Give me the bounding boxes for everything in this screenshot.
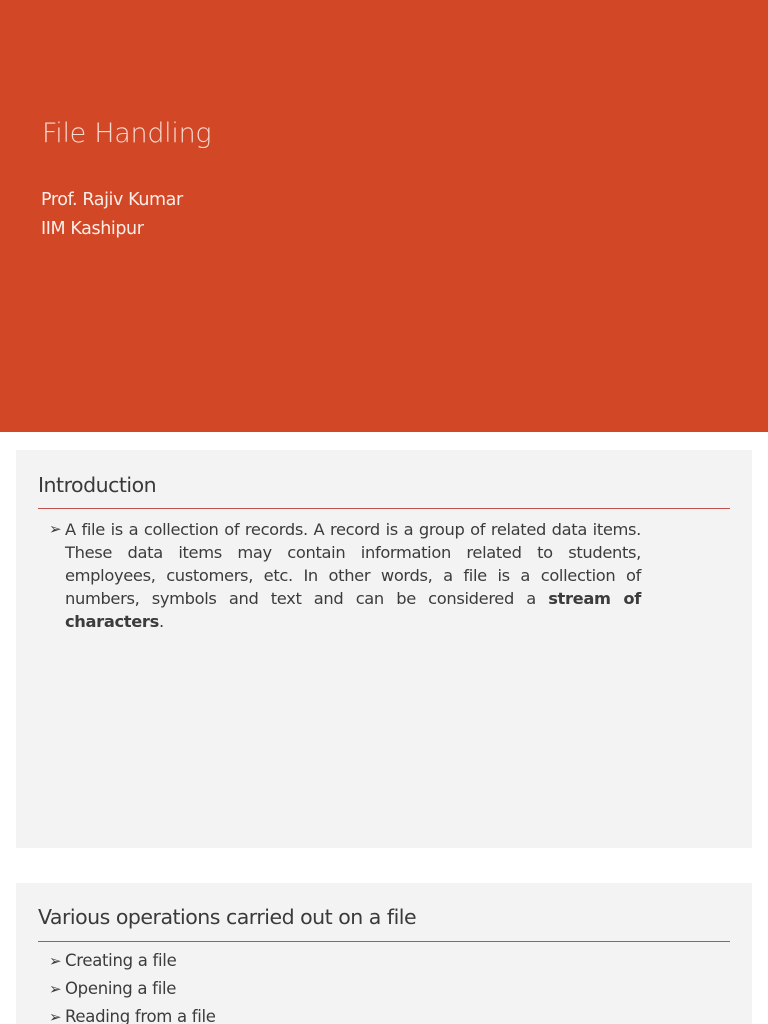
intro-paragraph-bold: stream of characters: [65, 589, 641, 631]
bullet-arrow-icon: ➢: [49, 520, 62, 538]
list-item: [49, 979, 176, 998]
list-item-label: Opening a file: [65, 979, 177, 998]
heading-divider: [38, 941, 730, 942]
deck-title: File Handling: [42, 118, 212, 149]
slide-heading: Various operations carried out on a file: [38, 905, 417, 929]
bullet-arrow-icon: ➢: [49, 980, 62, 998]
list-item: [49, 951, 176, 970]
author-affiliation: IIM Kashipur: [41, 219, 144, 239]
intro-paragraph-end: .: [158, 612, 164, 631]
list-item: [49, 1007, 216, 1024]
author-name: Prof. Rajiv Kumar: [41, 190, 183, 210]
list-item-label: Creating a file: [65, 951, 177, 970]
slide-operations: [16, 883, 752, 1024]
bullet-arrow-icon: ➢: [49, 1008, 62, 1024]
title-slide: [0, 0, 768, 432]
intro-bullet: [49, 518, 641, 633]
list-item-label: Reading from a file: [65, 1007, 216, 1024]
slide-heading: Introduction: [38, 473, 157, 497]
bullet-arrow-icon: ➢: [49, 952, 62, 970]
slide-introduction: [16, 450, 752, 848]
intro-paragraph-text: A file is a collection of records. A record is a group of related data items. These data items may contain information related to students, employees, customers, etc. In other words, a file is a collection of numbers, symbols and text and can be considered a: [65, 520, 641, 608]
intro-paragraph: [65, 518, 641, 633]
heading-divider: [38, 508, 730, 509]
